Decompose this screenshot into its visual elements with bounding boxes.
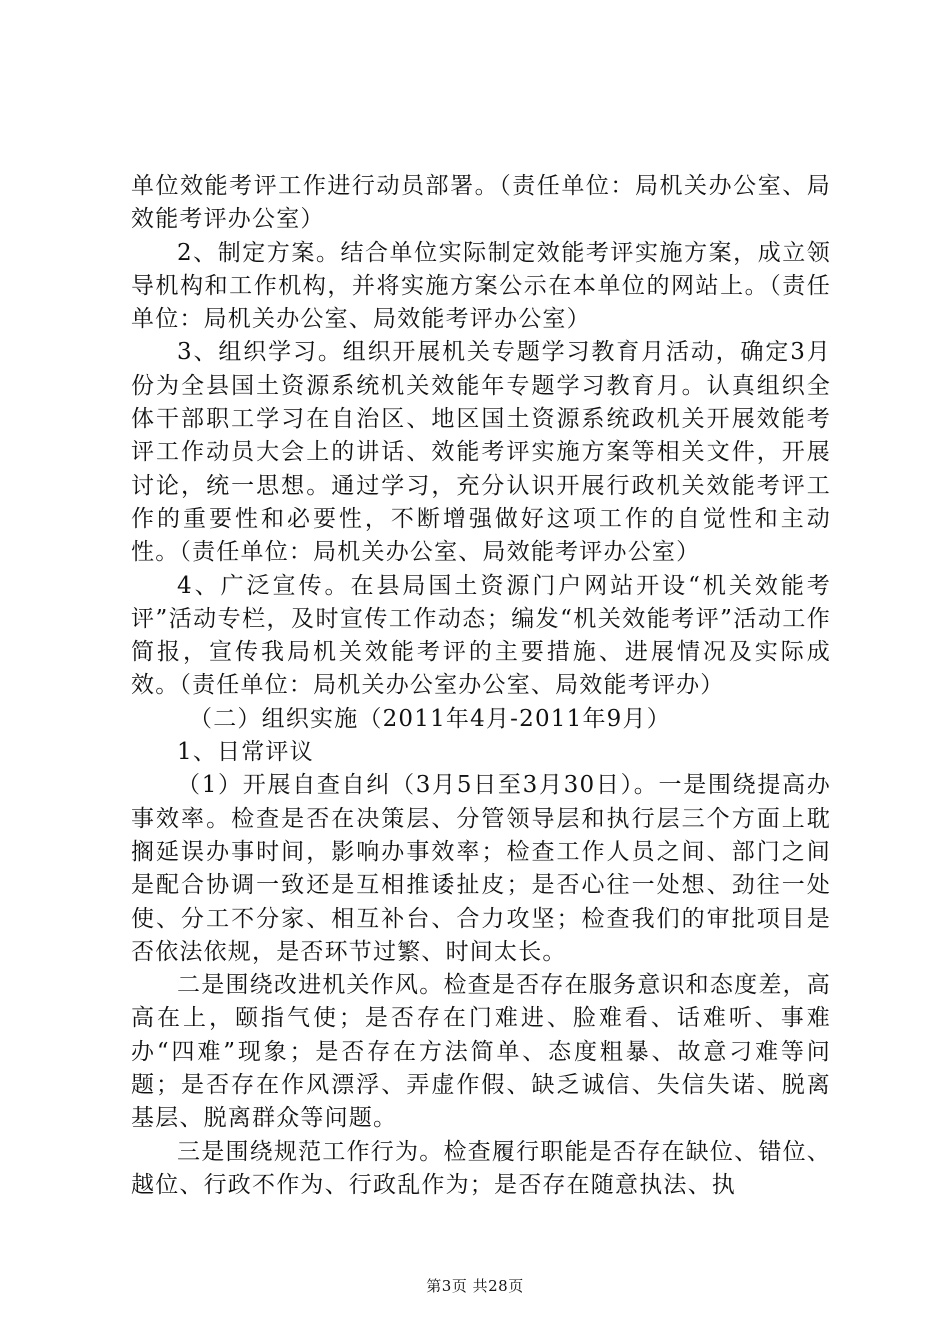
paragraph-work-style: 二是围绕改进机关作风。检查是否存在服务意识和态度差，高高在上，颐指气使；是否存在门难进、脸难看、话难听、事难办“四难”现象；是否存在方法简单、态度粗暴、故意刁难等问题；是否存在作风漂浮、弄虚作假、缺乏诚信、失信失诺、脱离基层、脱离群众等问题。: [131, 972, 831, 1132]
paragraph-2-plan: 2、制定方案。结合单位实际制定效能考评实施方案，成立领导机构和工作机构，并将实施方案公示在本单位的网站上。（责任单位：局机关办公室、局效能考评办公室）: [131, 239, 831, 333]
paragraph-work-conduct: 三是围绕规范工作行为。检查履行职能是否存在缺位、错位、越位、行政不作为、行政乱作为；是否存在随意执法、执: [131, 1138, 831, 1198]
subheading-daily-review: 1、日常评议: [177, 739, 314, 766]
paragraph-continuation: 单位效能考评工作进行动员部署。（责任单位：局机关办公室、局效能考评办公室）: [131, 173, 831, 233]
section-heading-implementation: （二）组织实施（2011年4月-2011年9月）: [189, 705, 671, 732]
paragraph-self-inspection: （1）开展自查自纠（3月5日至3月30日）。一是围绕提高办事效率。检查是否在决策层、分管领导层和执行层三个方面上耽搁延误办事时间，影响办事效率；检查工作人员之间、部门之间是配合协调一致还是互相推诿扯皮；是否心往一处想、劲往一处使、分工不分家、相互补台、合力攻坚；检查我们的审批项目是否依法依规，是否环节过繁、时间太长。: [131, 772, 831, 965]
paragraph-3-study: 3、组织学习。组织开展机关专题学习教育月活动，确定3月份为全县国土资源系统机关效能年专题学习教育月。认真组织全体干部职工学习在自治区、地区国土资源系统政机关开展效能考评工作动员大会上的讲话、效能考评实施方案等相关文件，开展讨论，统一思想。通过学习，充分认识开展行政机关效能考评工作的重要性和必要性，不断增强做好这项工作的自觉性和主动性。（责任单位：局机关办公室、局效能考评办公室）: [131, 339, 831, 566]
paragraph-4-publicity: 4、广泛宣传。在县局国土资源门户网站开设“机关效能考评”活动专栏，及时宣传工作动态；编发“机关效能考评”活动工作简报，宣传我局机关效能考评的主要措施、进展情况及实际成效。（责任单位：局机关办公室办公室、局效能考评办）: [131, 572, 831, 699]
page-footer: 第3页 共28页: [426, 1277, 524, 1295]
document-body: [131, 170, 831, 1202]
